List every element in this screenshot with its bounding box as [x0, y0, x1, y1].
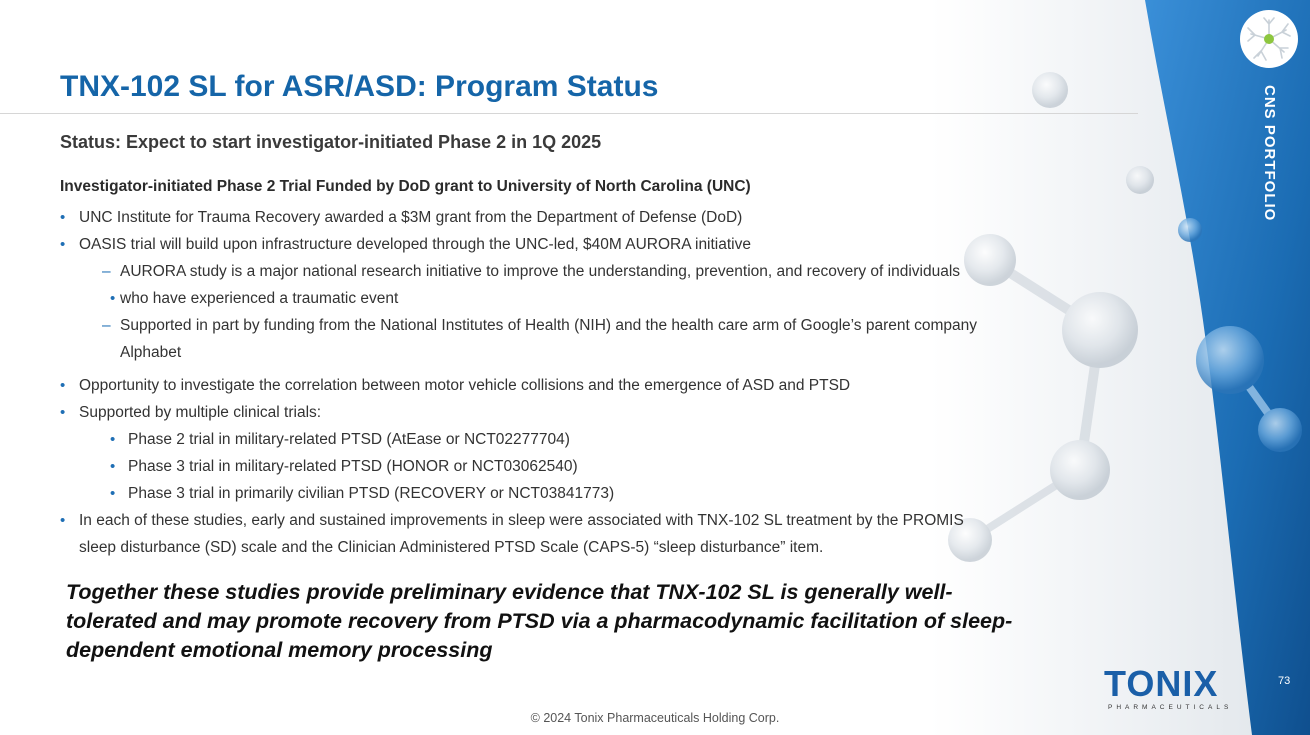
conclusion-text: Together these studies provide preliminary evidence that TNX-102 SL is generally well- tolerated and may promote recovery from PTSD via a pharmacodynamic facilitation of sleep- dependent emotional memory processing: [66, 580, 1013, 662]
bullet-item: • Supported by multiple clinical trials:: [60, 399, 1170, 426]
status-line: Status: Expect to start investigator-initiated Phase 2 in 1Q 2025: [60, 132, 602, 152]
bullet-item: • UNC Institute for Trauma Recovery awarded a $3M grant from the Department of Defense (DoD): [60, 204, 1170, 231]
dash-item: – AURORA study is a major national research initiative to improve the understanding, prevention, and recovery of individuals: [60, 258, 1170, 285]
page-number: 73: [1278, 675, 1291, 687]
trial-item: • Phase 3 trial in primarily civilian PTSD (RECOVERY or NCT03841773): [60, 480, 1170, 507]
bullet-item: • Opportunity to investigate the correlation between motor vehicle collisions and the emergence of ASD and PTSD: [60, 372, 1170, 399]
trial-item: • Phase 3 trial in military-related PTSD (HONOR or NCT03062540): [60, 453, 1170, 480]
tonix-logo: [1104, 664, 1236, 712]
dash-item-continuation: Alphabet: [120, 344, 182, 361]
copyright-footer: © 2024 Tonix Pharmaceuticals Holding Corp.: [530, 711, 780, 725]
trial-item: • Phase 2 trial in military-related PTSD (AtEase or NCT02277704): [60, 426, 1170, 453]
dash-item-continuation: • who have experienced a traumatic event: [60, 285, 1170, 312]
bullet-item: • In each of these studies, early and sustained improvements in sleep were associated with TNX-102 SL treatment by the PROMIS: [60, 507, 1170, 534]
neuron-icon: [1240, 10, 1298, 68]
section-label: CNS PORTFOLIO: [1261, 85, 1278, 222]
slide-content: [60, 178, 1170, 561]
subheading: Investigator-initiated Phase 2 Trial Funded by DoD grant to University of North Carolina (UNC): [60, 178, 751, 195]
page-title: TNX-102 SL for ASR/ASD: Program Status: [60, 70, 659, 103]
logo-subtitle: PHARMACEUTICALS: [1108, 704, 1233, 711]
title-divider: [0, 113, 1138, 114]
bullet-continuation: sleep disturbance (SD) scale and the Clinician Administered PTSD Scale (CAPS-5) “sleep disturbance” item.: [79, 539, 824, 556]
dash-item: – Supported in part by funding from the National Institutes of Health (NIH) and the health care arm of Google’s parent company: [60, 312, 1170, 339]
logo-wordmark: TONIX: [1104, 663, 1219, 704]
bullet-item: • OASIS trial will build upon infrastructure developed through the UNC-led, $40M AURORA initiative: [60, 231, 1170, 258]
